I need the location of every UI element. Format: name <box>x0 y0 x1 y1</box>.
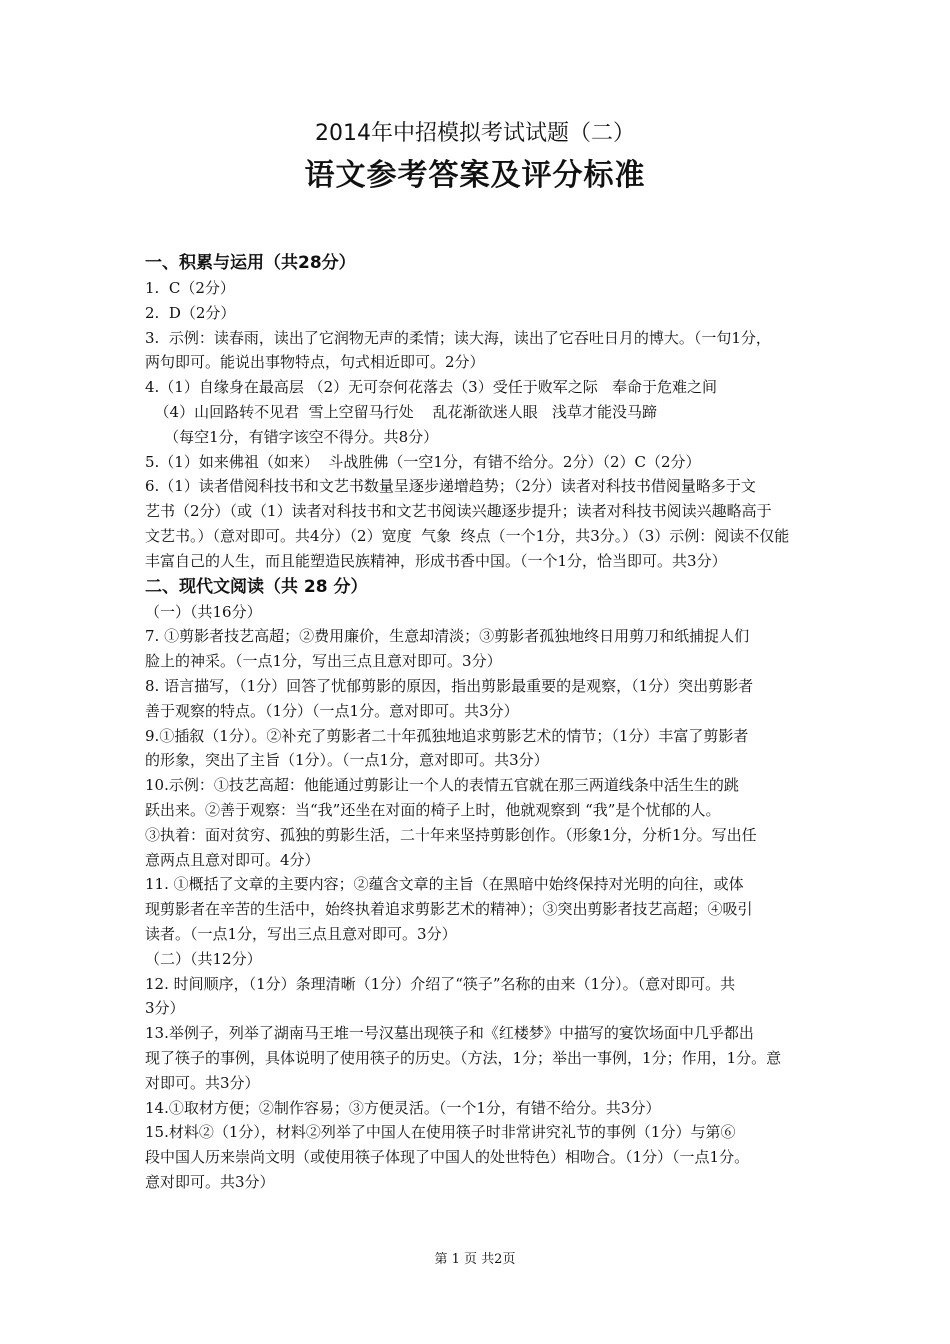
answer-line: 5.（1）如来佛祖（如来） 斗战胜佛（一空1分，有错不给分。2分）（2）C（2分） <box>145 452 701 471</box>
answer-line: 14.①取材方便；②制作容易；③方便灵活。（一个1分，有错不给分。共3分） <box>145 1098 661 1117</box>
answer-line: 丰富自己的人生，而且能塑造民族精神，形成书香中国。（一个1分，恰当即可。共3分） <box>145 551 727 570</box>
answer-line: 脸上的神采。（一点1分，写出三点且意对即可。3分） <box>145 652 502 671</box>
answer-line: （二）（共12分） <box>145 949 262 968</box>
section-heading: 二、现代文阅读（共 28 分） <box>145 576 368 597</box>
answer-line: 11. ①概括了文章的主要内容；②蕴含文章的主旨（在黑暗中始终保持对光明的向往，或体 <box>145 875 744 894</box>
answer-line: 跃出来。②善于观察：当“我”还坐在对面的椅子上时，他就观察到 “我”是个忧郁的人。 <box>145 800 721 819</box>
answer-line: （每空1分，有错字该空不得分。共8分） <box>145 427 439 446</box>
answer-line: 的形象，突出了主旨（1分）。（一点1分，意对即可。共3分） <box>145 751 549 770</box>
section-heading: 一、积累与运用（共28分） <box>145 253 356 273</box>
answer-line: 2. D（2分） <box>145 303 236 322</box>
answer-line: 7. ①剪影者技艺高超；②费用廉价，生意却清淡；③剪影者孤独地终日用剪刀和纸捕捉人们 <box>145 627 750 646</box>
answer-line: 对即可。共3分） <box>145 1073 260 1092</box>
answer-line: 13.举例子，列举了湖南马王堆一号汉墓出现筷子和《红楼梦》中描写的宴饮场面中几乎都出 <box>145 1024 754 1043</box>
answer-line: 12. 时间顺序，（1分）条理清晰（1分）介绍了“筷子”名称的由来（1分）。（意对即可。共 <box>145 974 736 993</box>
answer-line: 现剪影者在辛苦的生活中，始终执着追求剪影艺术的精神）；③突出剪影者技艺高超；④吸引 <box>145 900 753 919</box>
answer-line: 现了筷子的事例，具体说明了使用筷子的历史。（方法，1分；举出一事例，1分；作用，1分。意 <box>145 1048 782 1067</box>
answer-line: 段中国人历来崇尚文明（或使用筷子体现了中国人的处世特色）相吻合。（1分）（一点1分。 <box>145 1148 750 1167</box>
answer-line: 意两点且意对即可。4分） <box>145 850 320 869</box>
answer-line: 读者。（一点1分，写出三点且意对即可。3分） <box>145 924 457 943</box>
answer-line: 意对即可。共3分） <box>145 1172 275 1191</box>
page-footer: 第 1 页 共2页 <box>434 1252 516 1267</box>
answer-line: 3分） <box>145 999 185 1018</box>
answer-line: 文艺书。）（意对即可。共4分）（2）宽度 气象 终点（一个1分，共3分。）（3）示例：阅读不仅能 <box>145 526 790 545</box>
answer-line: 艺书（2分）（或（1）读者对科技书和文艺书阅读兴趣逐步提升；读者对科技书阅读兴趣略高于 <box>145 502 772 521</box>
answer-line: 3. 示例：读春雨，读出了它润物无声的柔情；读大海，读出了它吞吐日月的博大。（一句1分， <box>145 328 771 347</box>
answer-line: 10.示例：①技艺高超：他能通过剪影让一个人的表情五官就在那三两道线条中活生生的跳 <box>145 776 739 795</box>
answer-line: 两句即可。能说出事物特点，句式相近即可。2分） <box>145 353 485 372</box>
answer-line: ③执着：面对贫穷、孤独的剪影生活，二十年来坚持剪影创作。（形象1分，分析1分。写出任 <box>145 825 757 844</box>
answer-line: 15.材料②（1分），材料②列举了中国人在使用筷子时非常讲究礼节的事例（1分）与第⑥ <box>145 1123 736 1142</box>
answer-line: 8. 语言描写，（1分）回答了忧郁剪影的原因，指出剪影最重要的是观察，（1分）突出剪影者 <box>145 676 754 695</box>
exam-title: 2014年中招模拟考试试题（二） <box>315 121 635 146</box>
answer-line: 善于观察的特点。（1分）（一点1分。意对即可。共3分） <box>145 701 519 720</box>
answer-line: 9.①插叙（1分）。②补充了剪影者二十年孤独地追求剪影艺术的情节；（1分）丰富了剪影者 <box>145 726 749 745</box>
answer-line: （4）山回路转不见君 雪上空留马行处 乱花渐欲迷人眼 浅草才能没马蹄 <box>145 402 658 421</box>
answer-line: （一）（共16分） <box>145 602 262 621</box>
answer-line: 1. C（2分） <box>145 279 235 297</box>
answer-body <box>145 250 810 1195</box>
answer-line: 6.（1）读者借阅科技书和文艺书数量呈逐步递增趋势；（2分）读者对科技书借阅量略多于文 <box>145 477 756 496</box>
document-subtitle: 语文参考答案及评分标准 <box>304 158 646 193</box>
answer-line: 4.（1）自缘身在最高层 （2）无可奈何花落去（3）受任于败军之际 奉命于危难之间 <box>145 378 718 397</box>
